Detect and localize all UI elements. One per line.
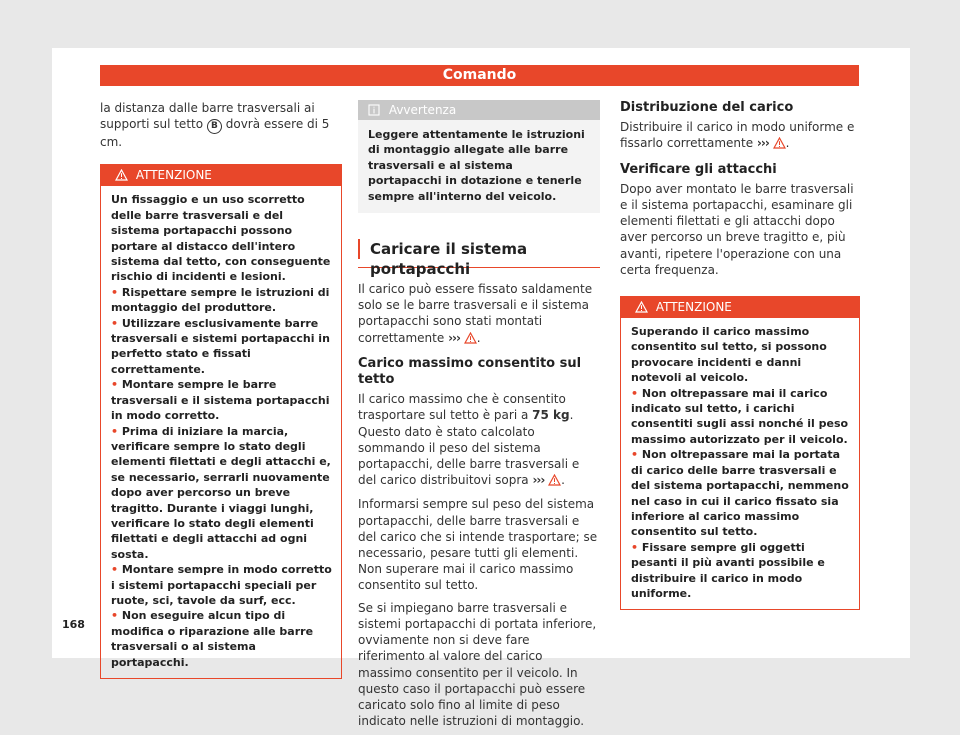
warning-ref-icon (464, 332, 477, 348)
warning-item: • Montare sempre le barre trasversali e il sistema portapacchi in modo corretto. (111, 378, 330, 423)
warning-item: • Non oltrepassare mai il carico indicato sul tetto, i carichi consentiti sugli assi nonché il peso massimo autorizzato per il veicolo. (631, 386, 849, 446)
page-number: 168 (62, 618, 85, 631)
paragraph: Il carico massimo che è consentito trasportare sul tetto è pari a 75 kg. Questo dato è stato calcolato sommando il peso del sistema portapacchi, delle barre trasversali e del carico distribuitovi sopra ››› . (358, 391, 600, 490)
warning-item: • Fissare sempre gli oggetti pesanti il più avanti possibile e distribuire il carico in modo uniforme. (631, 540, 825, 600)
note-text: Leggere attentamente le istruzioni di montaggio allegate alle barre trasversali e al sistema portapacchi in dotazione e tenerle sempre all'interno del veicolo. (368, 128, 585, 203)
column-left (100, 100, 342, 679)
warning-triangle-icon (635, 299, 648, 320)
warning-item: • Rispettare sempre le istruzioni di montaggio del produttore. (111, 285, 330, 315)
paragraph: Informarsi sempre sul peso del sistema portapacchi, delle barre trasversali e del carico che si intende trasportare; se necessario, pesare tutti gli elementi. Non superare mai il carico massimo consentito sul tetto. (358, 497, 598, 593)
paragraph: Il carico può essere fissato saldamente solo se le barre trasversali e il sistema portapacchi sono stati montati correttamente ››› . (358, 281, 600, 348)
page-header: Comando (100, 65, 859, 86)
warning-title: ATTENZIONE (655, 300, 732, 315)
note-title: Avvertenza (388, 103, 457, 117)
ref-label-b: B (207, 119, 222, 134)
warning-header (101, 165, 341, 186)
warning-lead: Superando il carico massimo consentito sul tetto, si possono provocare incidenti e danni notevoli al veicolo. (631, 325, 827, 385)
warning-triangle-icon (115, 167, 128, 188)
warning-lead: Un fissaggio e un uso scorretto delle barre trasversali e del sistema portapacchi possono portare al distacco dell'intero sistema dal tetto, con conseguente rischio di incidenti e lesioni. (111, 193, 331, 284)
warning-item: • Non oltrepassare mai la portata di carico delle barre trasversali e del sistema portapacchi, nemmeno nel caso in cui il carico fissato sia inferiore al carico massimo consentito sul tetto. (631, 448, 849, 539)
warning-body (621, 318, 859, 609)
warning-ref-icon (548, 474, 561, 490)
warning-item: • Utilizzare esclusivamente barre trasversali e sistemi portapacchi in perfetto stato e fissati correttamente. (111, 316, 330, 376)
warning-box (620, 296, 860, 610)
paragraph: Se si impiegano barre trasversali e sistemi portapacchi di portata inferiore, ovviamente non si deve fare riferimento al valore del carico massimo consentito per il veicolo. In questo caso il portapacchi può essere caricato solo fino al limite di peso indicato nelle istruzioni di montaggio. (358, 600, 597, 729)
warning-ref-icon (773, 137, 786, 153)
paragraph: Dopo aver montato le barre trasversali e il sistema portapacchi, esaminare gli elementi filettati e gli attacchi dopo aver percorso un breve tragitto e, più avanti, ripetere l'operazione con una certa frequenza. (620, 181, 854, 277)
info-icon (368, 102, 380, 122)
subheading: Verificare gli attacchi (620, 161, 777, 177)
subheading: Distribuzione del carico (620, 100, 794, 115)
intro-paragraph: la distanza dalle barre trasversali ai supporti sul tetto B dovrà essere di 5 cm. (100, 101, 330, 150)
warning-header (621, 297, 859, 318)
section-title: Caricare il sistema portapacchi (358, 239, 600, 259)
warning-item: • Prima di iniziare la marcia, verificare sempre lo stato degli elementi filettati e degli attacchi e, se necessario, serrarli nuovamente dopo aver percorso un breve tragitto. Durante i viaggi lunghi, verificare lo stato degli elementi filettati e degli attacchi ad ogni sosta. (111, 424, 331, 561)
warning-title: ATTENZIONE (135, 168, 212, 183)
column-right (620, 100, 860, 610)
warning-box (100, 164, 342, 679)
reference-arrows: ››› (448, 330, 460, 345)
max-load-value: 75 kg (532, 408, 570, 423)
warning-body (101, 186, 341, 678)
reference-arrows: ››› (756, 136, 769, 151)
note-header (358, 100, 600, 120)
subheading: Carico massimo consentito sul tetto (358, 355, 582, 388)
column-middle (358, 100, 600, 735)
reference-arrows: ››› (532, 473, 545, 488)
note-box (358, 100, 600, 213)
warning-item: • Montare sempre in modo corretto i sistemi portapacchi speciali per ruote, sci, tavole da surf, ecc. (111, 563, 332, 607)
warning-item: • Non eseguire alcun tipo di modifica o riparazione alle barre trasversali o al sistema portapacchi. (111, 609, 314, 669)
paragraph: Distribuire il carico in modo uniforme e fissarlo correttamente ››› . (620, 119, 860, 153)
